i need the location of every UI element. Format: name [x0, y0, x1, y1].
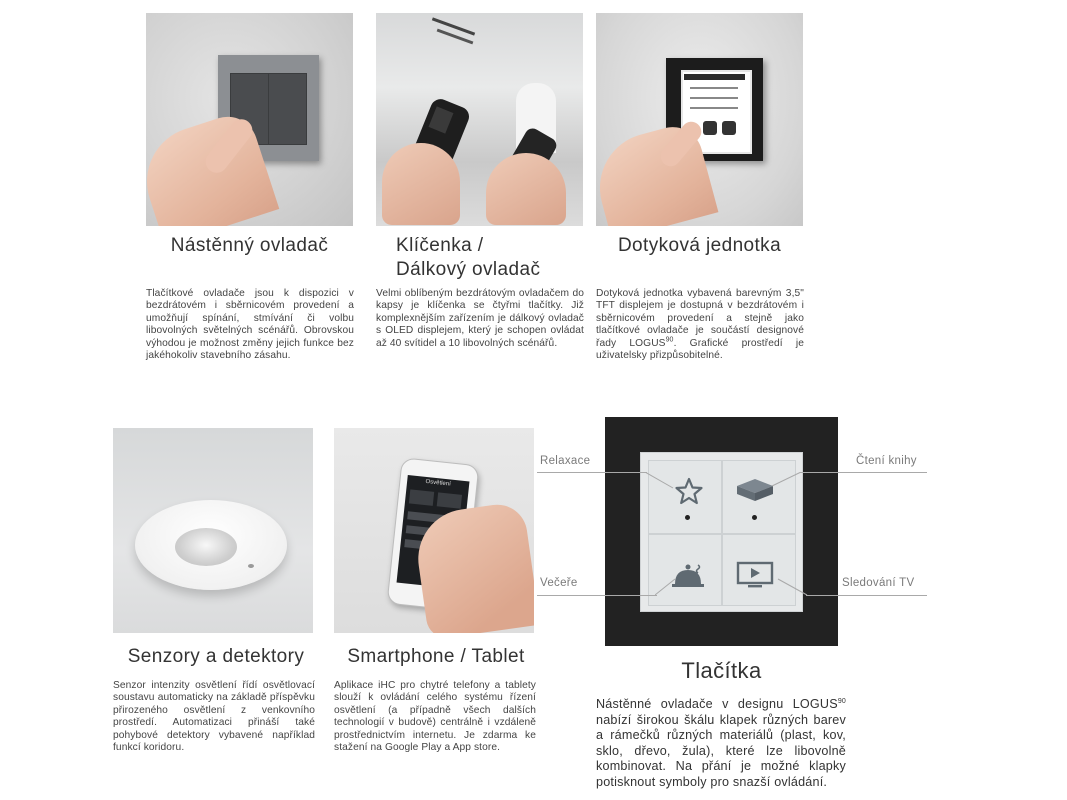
- star-icon: [674, 476, 704, 506]
- touch-slider-2: [690, 97, 738, 99]
- sensor-led: [248, 564, 254, 568]
- callout-cteni-knihy: Čtení knihy: [856, 455, 917, 467]
- buttons-description-post: nabízí širokou škálu klapek různých barev a rámečků různých materiálů (plast, kov, sklo, dřevo, žula), které lze libovolně kombinovat. Na přání je možné klapky potisknout symboly pro snazší ovládání.: [596, 712, 846, 789]
- callout-diag-tv: [776, 578, 808, 596]
- callout-line-tv: [806, 595, 927, 596]
- buttons-description: [596, 697, 846, 791]
- switch-rocker-right: [268, 73, 307, 145]
- keyfob-description: Velmi oblíbeným bezdrátovým ovladačem do kapsy je klíčenka se čtyřmi tlačítky. Již komplexnějším zařízením je dálkový ovladač s OLED displejem, který je schopen ovládat až 40 svítidel a 10 libovolných scénářů.: [376, 288, 584, 349]
- touch-heart-icon: [703, 121, 717, 135]
- touch-slider-1: [690, 87, 738, 89]
- touch-power-icon: [722, 121, 736, 135]
- buttons-description-pre: Nástěnné ovladače v designu LOGUS: [596, 697, 838, 711]
- callout-vecere: Večeře: [540, 577, 578, 589]
- app-tile-2: [437, 492, 462, 508]
- buttons-description-sup: 90: [837, 697, 846, 705]
- wall-controller-photo: [146, 13, 353, 226]
- touch-unit-description: [596, 288, 804, 362]
- smartphone-title: Smartphone / Tablet: [347, 646, 525, 667]
- app-header: Osvětlení: [425, 478, 452, 488]
- sensors-description: Senzor intenzity osvětlení řídí osvětlovací soustavu automaticky na základě příspěvku přirozeného osvětlení z venkovního prostředí. Automatizaci přináší také pohybové detektory vybavené například funkcí koridoru.: [113, 680, 315, 754]
- wall-controller-title: Nástěnný ovladač: [170, 235, 329, 256]
- sensor-photo: [113, 428, 313, 633]
- sensor-lens: [175, 528, 237, 566]
- led-dot-right: [752, 515, 757, 520]
- callout-line-vecere: [537, 595, 657, 596]
- buttons-title: Tlačítka: [681, 658, 762, 683]
- touch-screen-bar: [684, 74, 745, 80]
- smartphone-description: Aplikace iHC pro chytré telefony a tablety slouží k ovládání celého systému řízení osvětlení (a případně všech dalších technologií v budově) centrálně i vzdáleně prostřednictvím internetu. Je zdarma ke stažení na Google Play a App store.: [334, 680, 536, 754]
- keyfob-title-line1: Klíčenka /: [396, 235, 484, 256]
- callout-sledovani-tv: Sledování TV: [842, 577, 915, 589]
- callout-relaxace: Relaxace: [540, 455, 591, 467]
- callout-line-relaxace: [537, 472, 647, 473]
- callout-diag-vecere: [655, 578, 677, 596]
- callout-diag-relaxace: [645, 472, 675, 490]
- touch-unit-description-post: . Grafické prostředí je uživatelsky přizpůsobitelné.: [596, 337, 804, 362]
- led-dot-left: [685, 515, 690, 520]
- hand-left: [382, 143, 460, 225]
- app-tile-1: [409, 489, 434, 505]
- smartphone-photo: [334, 428, 534, 633]
- sensors-title: Senzory a detektory: [127, 646, 305, 667]
- touch-unit-title: Dotyková jednotka: [617, 235, 782, 256]
- tv-icon: [736, 561, 774, 589]
- touch-unit-photo: [596, 13, 803, 226]
- callout-diag-cteni: [770, 472, 802, 488]
- keyfob-title: [376, 234, 583, 282]
- wall-controller-description: Tlačítkové ovladače jsou k dispozici v bezdrátovém i sběrnicovém provedení a umožňují spínání, stmívání či volbu libovolných světelných scénářů. Obrovskou výhodou je možnost změny jejich funkce bez jakéhokoliv stavebního zásahu.: [146, 288, 354, 362]
- book-icon: [735, 476, 775, 504]
- keyfob-photo: [376, 13, 583, 226]
- callout-line-cteni: [800, 472, 927, 473]
- touch-slider-3: [690, 107, 738, 109]
- hand-right: [486, 153, 566, 225]
- touch-unit-description-pre: Dotyková jednotka vybavená barevným 3,5" TFT displejem je dostupná v bezdrátovém i sběrnicovém provedení a stejně jako tlačítkové ovladače je součástí designové řady LOGUS: [596, 288, 804, 349]
- touch-unit-description-sup: 90: [665, 336, 674, 344]
- keyfob-title-line2: Dálkový ovladač: [396, 259, 541, 280]
- ceiling-lights: [432, 17, 475, 35]
